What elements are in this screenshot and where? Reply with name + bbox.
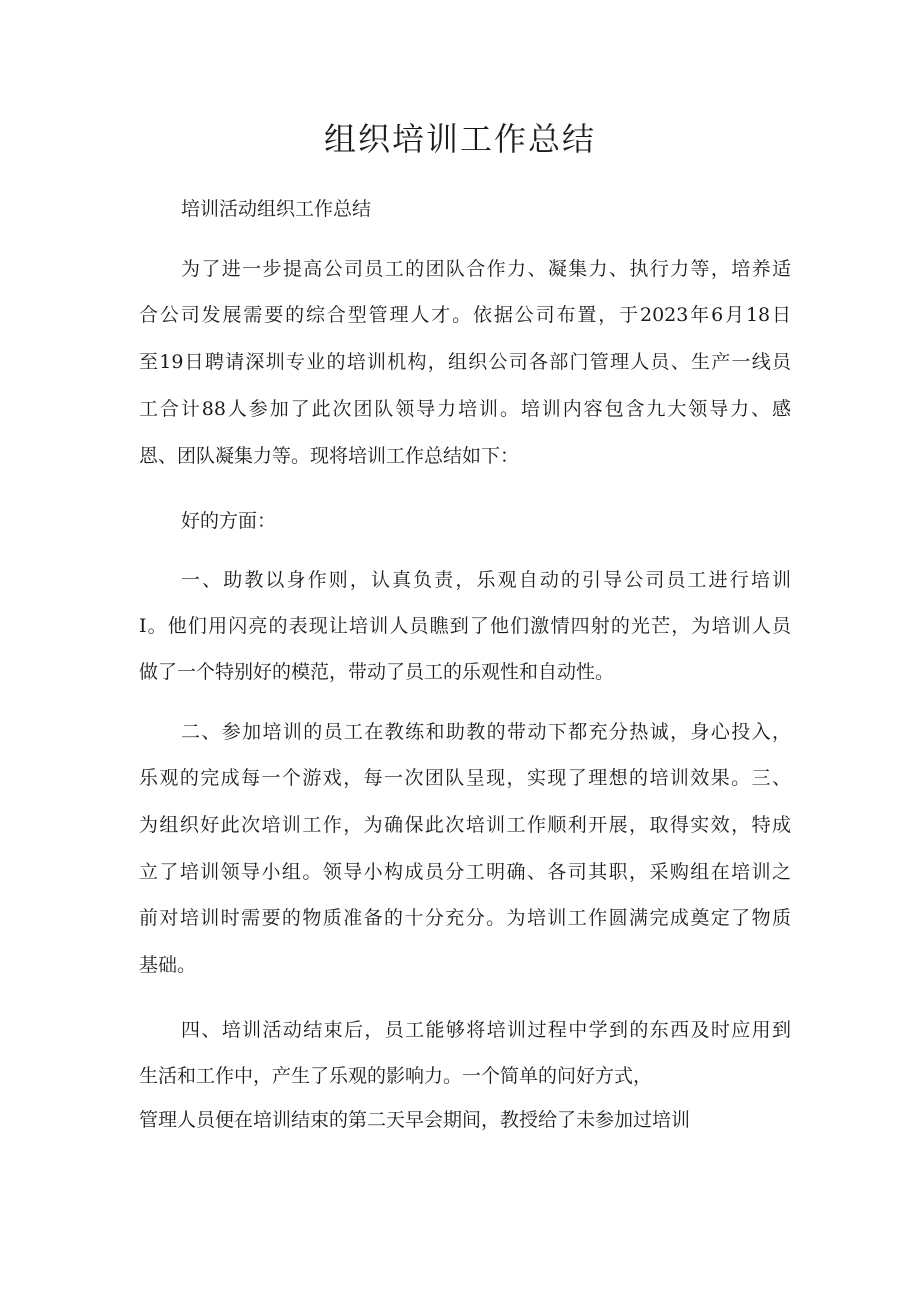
- paragraph-line: 二、参加培训的员工在教练和助教的带动下都充分热诚，身心投入，: [181, 721, 791, 743]
- paragraph-line: 管理人员便在培训结束的第二天早会期间，教授给了未参加过培训: [139, 1109, 691, 1131]
- paragraph-line: 乐观的完成每一个游戏，每一次团队呈现，实现了理想的培训效果。三、: [139, 767, 791, 789]
- document-title: 组织培训工作总结: [323, 120, 596, 158]
- paragraph-line: 前对培训时需要的物质准备的十分充分。为培训工作圆满完成奠定了物质: [139, 907, 791, 929]
- paragraph-line: 立了培训领导小组。领导小构成员分工明确、各司其职，采购组在培训之: [139, 861, 791, 883]
- paragraph-line: 至19日聘请深圳专业的培训机构，组织公司各部门管理人员、生产一线员: [139, 351, 791, 373]
- paragraph-line: 恩、团队凝集力等。现将培训工作总结如下：: [139, 445, 520, 467]
- paragraph-line: 做了一个特别好的模范，带动了员工的乐观性和自动性。: [139, 661, 615, 683]
- paragraph-line: 合公司发展需要的综合型管理人才。依据公司布置，于2023年6月18日: [139, 304, 791, 326]
- paragraph-line: 生活和工作中，产生了乐观的影响力。一个简单的问好方式，: [139, 1065, 653, 1087]
- paragraph-line: 为组织好此次培训工作，为确保此次培训工作顺利开展，取得实效，特成: [139, 814, 791, 836]
- paragraph-line: 工合计88人参加了此次团队领导力培训。培训内容包含九大领导力、感: [139, 398, 791, 420]
- paragraph-line: 为了进一步提高公司员工的团队合作力、凝集力、执行力等，培养适: [181, 258, 791, 280]
- paragraph-line: 基础。: [139, 954, 197, 976]
- paragraph-line: 一、助教以身作则，认真负责，乐观自动的引导公司员工进行培训: [181, 569, 791, 591]
- subtitle-line: 培训活动组织工作总结: [181, 198, 372, 220]
- section-heading: 好的方面：: [181, 510, 277, 532]
- paragraph-line: 四、培训活动结束后，员工能够将培训过程中学到的东西及时应用到: [181, 1019, 791, 1041]
- paragraph-line: I。他们用闪亮的表现让培训人员瞧到了他们激情四射的光芒，为培训人员: [139, 615, 791, 637]
